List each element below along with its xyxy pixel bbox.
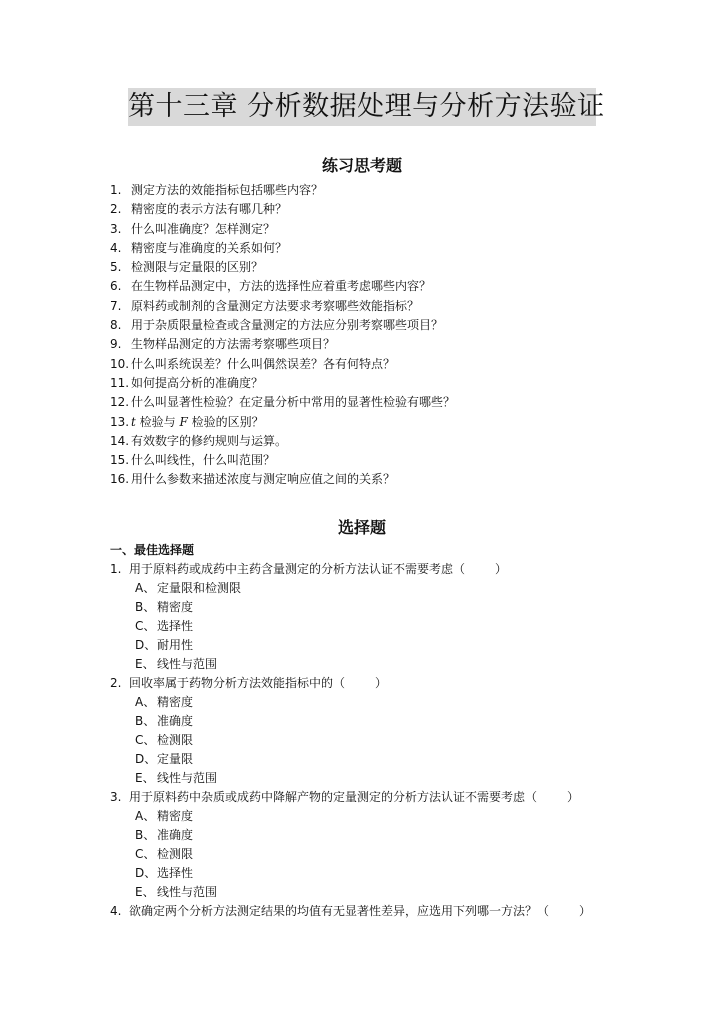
question-text: 如何提高分析的准确度？ [131,375,264,390]
list-item [110,277,670,296]
question-text: 生物样品测定的方法需考察哪些项目？ [131,337,336,352]
choice-option [110,693,690,712]
option-letter: E、 [135,771,155,785]
list-item [110,258,670,277]
question-text: 什么叫准确度？怎样测定？ [131,221,276,236]
question-number: 13. [110,414,130,429]
list-item [110,432,670,451]
list-item [110,220,670,239]
list-item [110,297,670,316]
choice-heading: 选择题 [337,518,386,537]
question-number: 11. [110,375,130,390]
choice-option [110,731,690,750]
question-number: 4. [110,240,122,255]
question-number: 6. [110,279,122,294]
question-text: 精密度的表示方法有哪几种？ [131,202,288,217]
question-text: 有效数字的修约规则与运算。 [131,433,288,448]
option-letter: B、 [135,600,156,614]
question-f-letter: F [179,414,188,429]
option-text: 线性与范围 [157,885,218,899]
question-number: 3. [110,221,122,236]
list-item [110,451,670,470]
choice-option [110,845,690,864]
choice-option [110,826,690,845]
option-letter: E、 [135,657,155,671]
list-item [110,181,670,200]
option-text: 选择性 [157,619,194,633]
option-text: 精密度 [157,600,194,614]
question-text: 回收率属于药物分析方法效能指标中的（ [129,676,346,690]
option-letter: C、 [135,733,156,747]
question-text: 什么叫系统误差？什么叫偶然误差？各有何特点？ [131,356,396,371]
choice-subheading: 一、最佳选择题 [110,543,195,557]
choice-option [110,712,690,731]
list-item [110,239,670,258]
question-text: 检测限与定量限的区别？ [131,260,264,275]
choice-option [110,579,690,598]
choice-option [110,883,690,902]
option-letter: A、 [135,581,156,595]
choice-option [110,598,690,617]
list-item [110,413,670,432]
choice-question [110,560,690,579]
question-number: 15. [110,453,130,468]
list-item [110,200,670,219]
choice-option [110,617,690,636]
option-letter: B、 [135,828,156,842]
question-number: 5. [110,260,122,275]
question-number: 2. [110,676,122,690]
choice-question [110,674,690,693]
exercise-heading: 练习思考题 [321,156,402,175]
list-item [110,470,670,489]
question-text: 测定方法的效能指标包括哪些内容？ [131,183,324,197]
question-number: 1. [110,183,122,197]
option-text: 耐用性 [157,638,194,652]
question-text: 什么叫显著性检验？在定量分析中常用的显著性检验有哪些？ [131,395,456,410]
question-number: 1. [110,562,122,576]
question-text: 检验的区别？ [187,414,264,429]
option-letter: B、 [135,714,156,728]
list-item [110,374,670,393]
question-text: 用什么参数来描述浓度与测定响应值之间的关系？ [131,472,396,487]
question-t-letter: t [131,414,136,429]
question-text: 欲确定两个分析方法测定结果的均值有无显著性差异，应选用下列哪一方法？（ [129,904,550,918]
option-text: 选择性 [157,866,194,880]
option-text: 检测限 [157,847,194,861]
question-number: 2. [110,202,122,217]
option-text: 定量限和检测限 [157,581,242,595]
question-text: 检验与 [135,414,180,429]
option-letter: A、 [135,695,156,709]
question-number: 8. [110,318,122,333]
option-letter: D、 [135,638,157,652]
option-text: 定量限 [157,752,194,766]
close-paren: ） [567,790,580,804]
option-letter: C、 [135,847,156,861]
option-letter: E、 [135,885,155,899]
option-letter: A、 [135,809,156,823]
exercise-question-list [110,181,670,490]
choice-option [110,864,690,883]
question-number: 12. [110,395,130,410]
choice-question [110,902,690,921]
option-text: 准确度 [157,828,194,842]
choice-option [110,807,690,826]
choice-option [110,769,690,788]
list-item [110,393,670,412]
question-number: 7. [110,298,122,313]
option-letter: D、 [135,866,157,880]
close-paren: ） [579,904,592,918]
question-number: 9. [110,337,122,352]
question-text: 在生物样品测定中，方法的选择性应着重考虑哪些内容？ [131,279,432,294]
option-letter: D、 [135,752,157,766]
question-text: 什么叫线性，什么叫范围？ [131,453,276,468]
question-number: 10. [110,356,130,371]
chapter-title: 第十三章 分析数据处理与分析方法验证 [128,88,596,126]
question-text: 精密度与准确度的关系如何？ [131,240,288,255]
question-text: 用于杂质限量检查或含量测定的方法应分别考察哪些项目？ [131,318,444,333]
close-paren: ） [495,562,508,576]
question-number: 4. [110,904,122,918]
option-text: 线性与范围 [157,657,218,671]
question-text: 用于原料药中杂质或成药中降解产物的定量测定的分析方法认证不需要考虑（ [129,790,538,804]
option-text: 检测限 [157,733,194,747]
list-item [110,316,670,335]
list-item [110,355,670,374]
option-text: 准确度 [157,714,194,728]
question-number: 16. [110,472,130,487]
close-paren: ） [375,676,388,690]
question-text: 原料药或制剂的含量测定方法要求考察哪些效能指标？ [131,298,420,313]
question-number: 3. [110,790,122,804]
question-number: 14. [110,433,130,448]
choice-option [110,750,690,769]
option-text: 精密度 [157,809,194,823]
question-text: 用于原料药或成药中主药含量测定的分析方法认证不需要考虑（ [129,562,466,576]
option-text: 精密度 [157,695,194,709]
list-item [110,335,670,354]
option-text: 线性与范围 [157,771,218,785]
choice-option [110,636,690,655]
choice-section [110,541,690,921]
choice-option [110,655,690,674]
choice-question [110,788,690,807]
option-letter: C、 [135,619,156,633]
